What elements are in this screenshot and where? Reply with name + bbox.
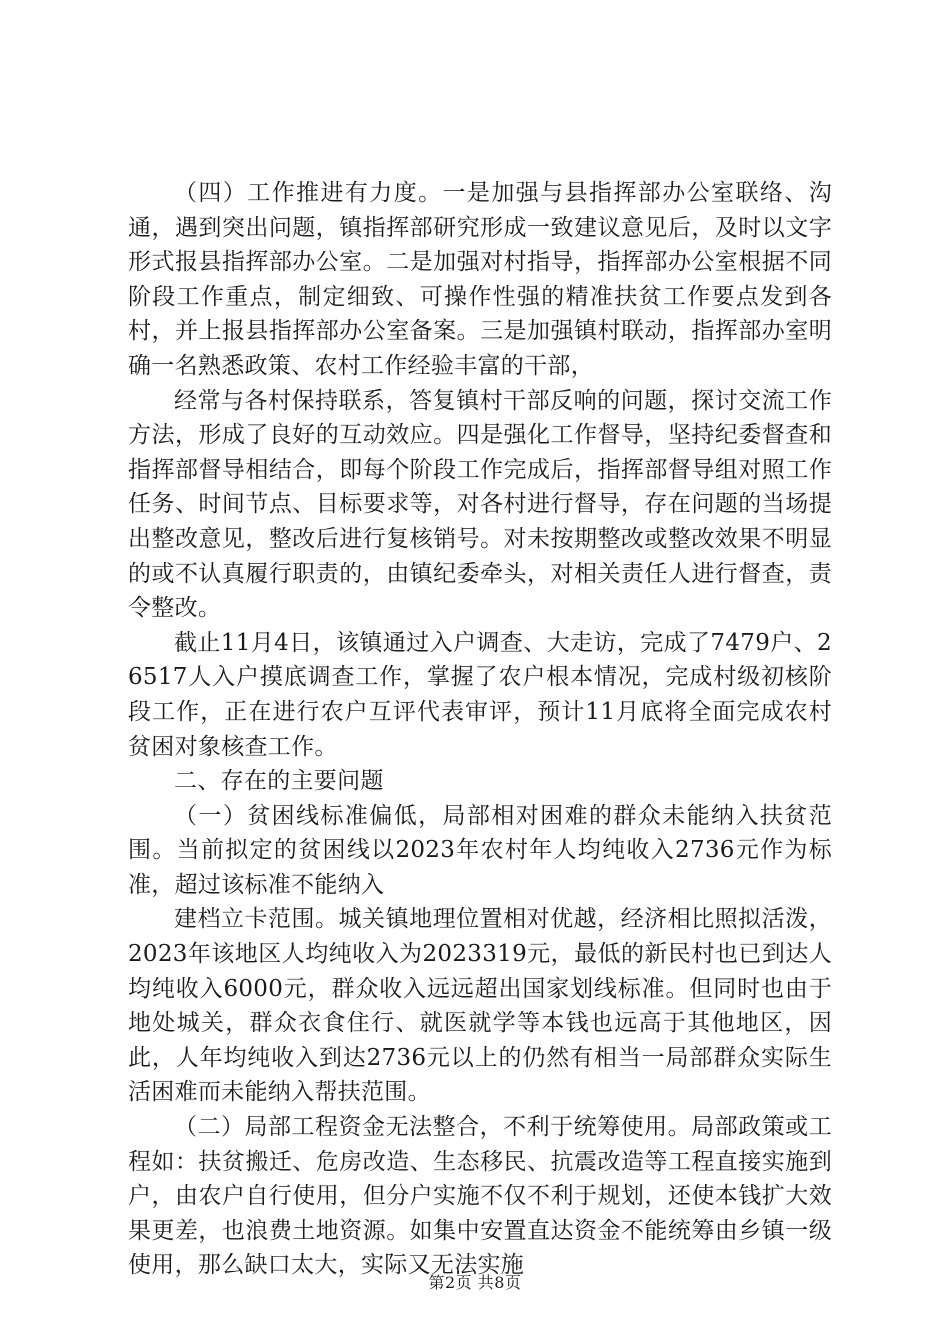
paragraph-survey-status: 截止11月4日，该镇通过入户调查、大走访，完成了7479户、26517人入户摸底调查工作，掌握了农户根本情况，完成村级初核阶段工作，正在进行农户互评代表审评，预计11月底将全面完成农村贫困对象核查工作。	[128, 629, 832, 760]
paragraph-filing-scope: 建档立卡范围。城关镇地理位置相对优越，经济相比照拟活泼，2023年该地区人均纯收入为2023319元，最低的新民村也已到达人均纯收入6000元，群众收入远远超出国家划线标准。但同时也由于地处城关，群众衣食住行、就医就学等本钱也远高于其他地区，因此，人年均纯收入到达2736元以上的仍然有相当一局部群众实际生活困难而未能纳入帮扶范围。	[128, 906, 832, 1106]
document-body	[128, 176, 832, 1283]
paragraph-poverty-line: （一）贫困线标准偏低，局部相对困难的群众未能纳入扶贫范围。当前拟定的贫困线以2023年农村年人均纯收入2736元作为标准，超过该标准不能纳入	[128, 802, 832, 898]
paragraph-work-progress: （四）工作推进有力度。一是加强与县指挥部办公室联络、沟通，遇到突出问题，镇指挥部研究形成一致建议意见后，及时以文字形式报县指挥部办公室。二是加强对村指导，指挥部办公室根据不同阶段工作重点，制定细致、可操作性强的精准扶贫工作要点发到各村，并上报县指挥部办公室备案。三是加强镇村联动，指挥部办室明确一名熟悉政策、农村工作经验丰富的干部，	[128, 180, 832, 379]
section-heading-main-problems: 二、存在的主要问题	[174, 768, 384, 795]
page-footer: 第2页 共8页	[428, 1273, 522, 1292]
paragraph-project-funds: （二）局部工程资金无法整合，不利于统筹使用。局部政策或工程如：扶贫搬迁、危房改造、生态移民、抗震改造等工程直接实施到户，由农户自行使用，但分户实施不仅不利于规划，还使本钱扩大效果更差，也浪费土地资源。如集中安置直达资金不能统筹由乡镇一级使用，那么缺口太大，实际又无法实施	[128, 1114, 832, 1279]
paragraph-village-contact: 经常与各村保持联系，答复镇村干部反响的问题，探讨交流工作方法，形成了良好的互动效应。四是强化工作督导，坚持纪委督查和指挥部督导相结合，即每个阶段工作完成后，指挥部督导组对照工作任务、时间节点、目标要求等，对各村进行督导，存在问题的当场提出整改意见，整改后进行复核销号。对未按期整改或整改效果不明显的或不认真履行职责的，由镇纪委牵头，对相关责任人进行督查，责令整改。	[128, 387, 832, 622]
